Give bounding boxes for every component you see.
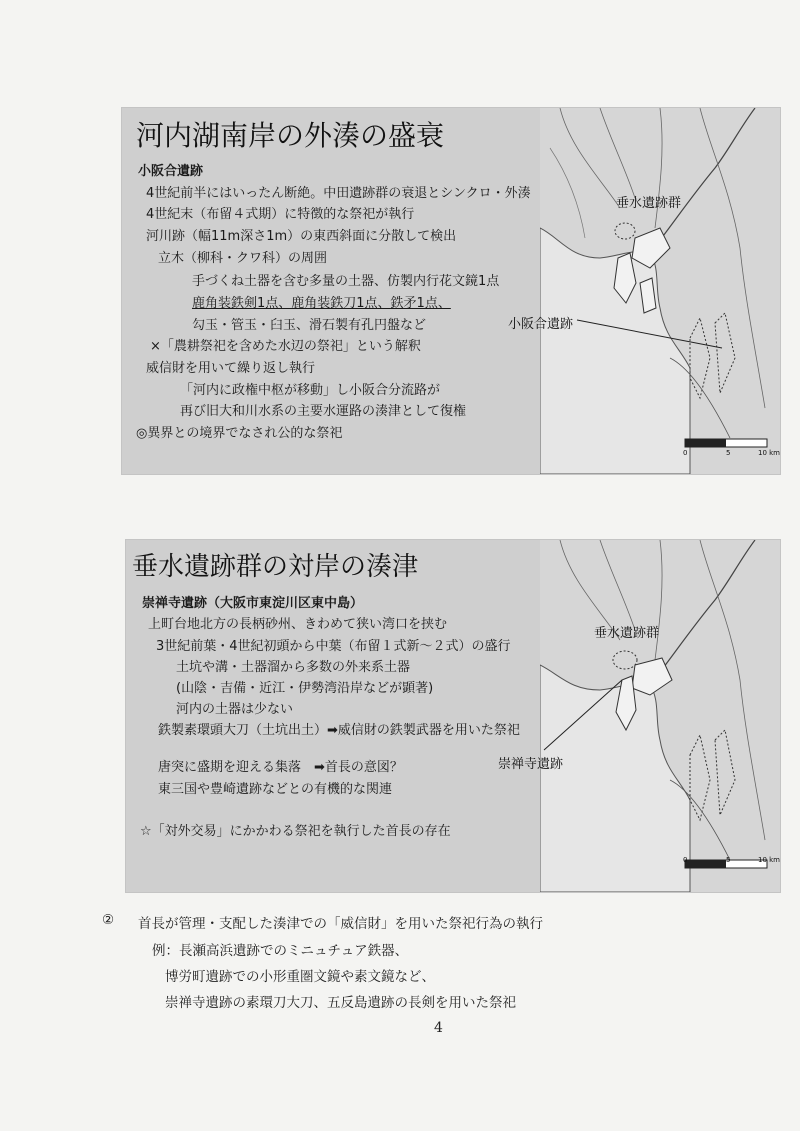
text-line: (山陰・吉備・近江・伊勢湾沿岸などが顕著): [176, 681, 434, 696]
map-figure: [540, 540, 780, 892]
item-marker: ②: [102, 912, 115, 928]
map-figure: [540, 108, 780, 474]
site-callout-label: 小阪合遺跡: [508, 317, 574, 332]
slide-tarumi-opposite-shore: [126, 540, 780, 892]
example-line: 例：長瀬高浜遺跡でのミニュチュア鉄器、: [152, 943, 409, 959]
scale-mid: 5: [726, 449, 731, 457]
map-drawing: [540, 108, 780, 474]
slide-text: [126, 540, 546, 892]
text-line: 河川跡（幅11m深さ1m）の東西斜面に分散して検出: [146, 229, 457, 244]
scale-max: 10 km: [758, 449, 781, 457]
map-drawing: [540, 540, 780, 892]
site-heading-name: 崇禅寺遺跡: [142, 596, 208, 611]
text-line: 立木（柳科・クワ科）の周囲: [158, 251, 328, 266]
text-line: ☆「対外交易」にかかわる祭祀を執行した首長の存在: [140, 824, 451, 839]
text-line: ◎異界との境界でなされ公的な祭祀: [136, 426, 343, 441]
text-line: 4世紀前半にはいったん断絶。中田遺跡群の衰退とシンクロ・外湊: [146, 186, 531, 201]
item-text: 首長が管理・支配した湊津での「威信財」を用いた祭祀行為の執行: [138, 916, 543, 932]
text-line: 手づくね土器を含む多量の土器、仿製内行花文鏡1点: [192, 274, 500, 289]
scale-max: 10 km: [758, 856, 781, 864]
text-line: 上町台地北方の長柄砂州、きわめて狭い湾口を挟む: [148, 617, 448, 632]
text-line: 再び旧大和川水系の主要水運路の湊津として復権: [180, 404, 467, 419]
text-line: 東三国や豊崎遺跡などとの有機的な関連: [158, 782, 393, 797]
site-group-label: 垂水遺跡群: [616, 196, 682, 211]
text-line: 勾玉・管玉・臼玉、滑石製有孔円盤など: [192, 318, 427, 333]
site-callout-label: 崇禅寺遺跡: [498, 757, 564, 772]
scale-zero: 0: [683, 449, 688, 457]
example-line: 博労町遺跡での小形重圏文鏡や素文鏡など、: [165, 969, 435, 985]
text-line-underlined: 鹿角装鉄剣1点、鹿角装鉄刀1点、鉄矛1点、: [192, 296, 451, 311]
page-number: 4: [434, 1020, 443, 1036]
text-line: 土坑や溝・土器溜から多数の外来系土器: [176, 660, 411, 675]
example-line: 崇禅寺遺跡の素環刀大刀、五反島遺跡の長剣を用いた祭祀: [165, 995, 516, 1011]
site-heading: 小阪合遺跡: [138, 164, 204, 179]
text-line: 威信財を用いて繰り返し執行: [146, 361, 316, 376]
text-line: 「河内に政権中枢が移動」し小阪合分流路が: [180, 383, 441, 398]
site-heading: [142, 596, 363, 612]
text-line: 3世紀前葉・4世紀初頭から中葉（布留１式新～２式）の盛行: [156, 639, 511, 654]
scale-zero: 0: [683, 856, 688, 864]
slide-title: 河内湖南岸の外湊の盛衰: [136, 119, 445, 152]
site-group-label: 垂水遺跡群: [594, 626, 660, 641]
text-line: 唐突に盛期を迎える集落 ➡首長の意図？: [158, 760, 403, 775]
slide-title: 垂水遺跡群の対岸の湊津: [132, 552, 419, 582]
slide-kawachi-south-shore: [122, 108, 780, 474]
text-line: 河内の土器は少ない: [176, 702, 294, 717]
text-line: 4世紀末（布留４式期）に特徴的な祭祀が執行: [146, 207, 415, 222]
text-line: 鉄製素環頭大刀（土坑出土）➡威信財の鉄製武器を用いた祭祀: [158, 723, 520, 738]
slide-text: [122, 108, 542, 474]
scale-mid: 5: [726, 856, 731, 864]
text-line: ×「農耕祭祀を含めた水辺の祭祀」という解釈: [150, 339, 421, 354]
site-heading-note: （大阪市東淀川区東中島）: [207, 596, 364, 611]
